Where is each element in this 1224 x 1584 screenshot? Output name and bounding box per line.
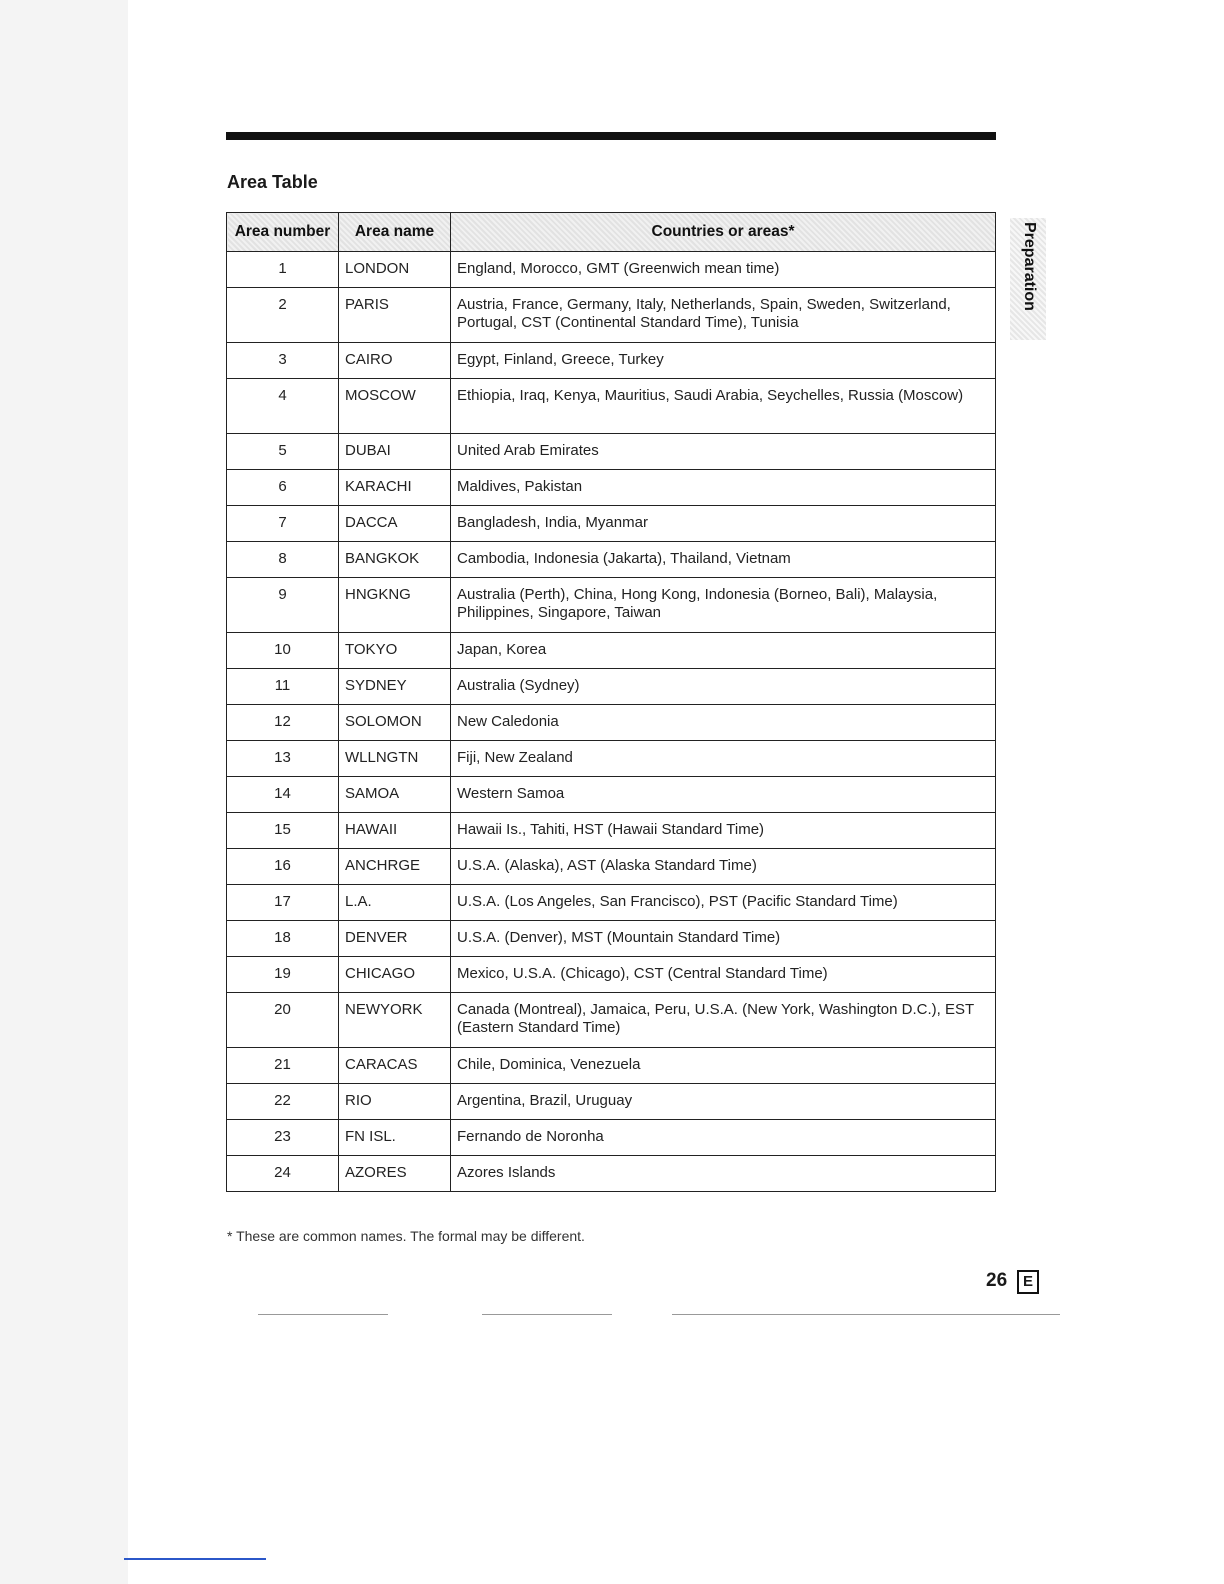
table-row <box>227 470 996 506</box>
table-row <box>227 993 996 1048</box>
area-number-cell: 3 <box>227 343 339 379</box>
table-row <box>227 669 996 705</box>
table-row <box>227 705 996 741</box>
countries-cell: Ethiopia, Iraq, Kenya, Mauritius, Saudi Arabia, Seychelles, Russia (Moscow) <box>451 379 996 434</box>
table-row <box>227 849 996 885</box>
countries-cell: Argentina, Brazil, Uruguay <box>451 1084 996 1120</box>
countries-cell: Azores Islands <box>451 1156 996 1192</box>
area-number-cell: 2 <box>227 288 339 343</box>
area-name-cell: BANGKOK <box>339 542 451 578</box>
table-row <box>227 1048 996 1084</box>
bottom-rule <box>482 1314 612 1315</box>
table-row <box>227 921 996 957</box>
area-number-cell: 14 <box>227 777 339 813</box>
area-number-cell: 7 <box>227 506 339 542</box>
bottom-rule <box>258 1314 388 1315</box>
area-number-cell: 6 <box>227 470 339 506</box>
area-number-cell: 20 <box>227 993 339 1048</box>
countries-cell: Chile, Dominica, Venezuela <box>451 1048 996 1084</box>
area-number-cell: 10 <box>227 633 339 669</box>
countries-cell: U.S.A. (Alaska), AST (Alaska Standard Time) <box>451 849 996 885</box>
table-row <box>227 957 996 993</box>
area-number-cell: 1 <box>227 252 339 288</box>
language-badge: E <box>1017 1270 1039 1294</box>
area-name-cell: RIO <box>339 1084 451 1120</box>
countries-cell: Japan, Korea <box>451 633 996 669</box>
countries-cell: Austria, France, Germany, Italy, Netherlands, Spain, Sweden, Switzerland, Portugal, CST (Continental Standard Time), Tunisia <box>451 288 996 343</box>
area-name-cell: HAWAII <box>339 813 451 849</box>
corner-rule <box>124 1558 266 1560</box>
countries-cell: Australia (Sydney) <box>451 669 996 705</box>
page-margin-shade <box>0 0 128 1584</box>
table-row <box>227 813 996 849</box>
area-name-cell: CARACAS <box>339 1048 451 1084</box>
header-countries: Countries or areas* <box>451 213 996 252</box>
countries-cell: Fiji, New Zealand <box>451 741 996 777</box>
header-area-number: Area number <box>227 213 339 252</box>
area-name-cell: DUBAI <box>339 434 451 470</box>
table-row <box>227 343 996 379</box>
area-number-cell: 17 <box>227 885 339 921</box>
countries-cell: Western Samoa <box>451 777 996 813</box>
area-name-cell: SYDNEY <box>339 669 451 705</box>
side-tab-label: Preparation <box>1021 222 1038 311</box>
area-number-cell: 16 <box>227 849 339 885</box>
table-row <box>227 1084 996 1120</box>
header-area-name: Area name <box>339 213 451 252</box>
area-name-cell: MOSCOW <box>339 379 451 434</box>
area-number-cell: 4 <box>227 379 339 434</box>
area-number-cell: 23 <box>227 1120 339 1156</box>
area-number-cell: 22 <box>227 1084 339 1120</box>
countries-cell: Hawaii Is., Tahiti, HST (Hawaii Standard Time) <box>451 813 996 849</box>
area-name-cell: LONDON <box>339 252 451 288</box>
area-number-cell: 12 <box>227 705 339 741</box>
table-header-row <box>227 213 996 252</box>
area-number-cell: 19 <box>227 957 339 993</box>
table-row <box>227 379 996 434</box>
countries-cell: United Arab Emirates <box>451 434 996 470</box>
table-row <box>227 1156 996 1192</box>
countries-cell: Australia (Perth), China, Hong Kong, Indonesia (Borneo, Bali), Malaysia, Philippines, Singapore, Taiwan <box>451 578 996 633</box>
table-row <box>227 1120 996 1156</box>
table-row <box>227 288 996 343</box>
countries-cell: U.S.A. (Denver), MST (Mountain Standard Time) <box>451 921 996 957</box>
table-row <box>227 506 996 542</box>
countries-cell: Canada (Montreal), Jamaica, Peru, U.S.A. (New York, Washington D.C.), EST (Eastern Standard Time) <box>451 993 996 1048</box>
area-name-cell: DACCA <box>339 506 451 542</box>
area-name-cell: PARIS <box>339 288 451 343</box>
area-number-cell: 9 <box>227 578 339 633</box>
table-row <box>227 252 996 288</box>
area-name-cell: WLLNGTN <box>339 741 451 777</box>
countries-cell: U.S.A. (Los Angeles, San Francisco), PST (Pacific Standard Time) <box>451 885 996 921</box>
area-number-cell: 24 <box>227 1156 339 1192</box>
area-name-cell: KARACHI <box>339 470 451 506</box>
area-name-cell: L.A. <box>339 885 451 921</box>
area-name-cell: NEWYORK <box>339 993 451 1048</box>
area-name-cell: SAMOA <box>339 777 451 813</box>
area-table <box>226 212 996 1192</box>
countries-cell: Cambodia, Indonesia (Jakarta), Thailand, Vietnam <box>451 542 996 578</box>
countries-cell: Fernando de Noronha <box>451 1120 996 1156</box>
area-number-cell: 8 <box>227 542 339 578</box>
area-number-cell: 5 <box>227 434 339 470</box>
top-rule <box>226 132 996 140</box>
bottom-rule <box>672 1314 1060 1315</box>
area-name-cell: ANCHRGE <box>339 849 451 885</box>
countries-cell: New Caledonia <box>451 705 996 741</box>
area-name-cell: CHICAGO <box>339 957 451 993</box>
area-number-cell: 21 <box>227 1048 339 1084</box>
area-name-cell: SOLOMON <box>339 705 451 741</box>
table-row <box>227 777 996 813</box>
countries-cell: England, Morocco, GMT (Greenwich mean time) <box>451 252 996 288</box>
area-name-cell: AZORES <box>339 1156 451 1192</box>
area-name-cell: TOKYO <box>339 633 451 669</box>
table-row <box>227 741 996 777</box>
countries-cell: Egypt, Finland, Greece, Turkey <box>451 343 996 379</box>
area-name-cell: DENVER <box>339 921 451 957</box>
area-number-cell: 18 <box>227 921 339 957</box>
table-row <box>227 885 996 921</box>
table-row <box>227 578 996 633</box>
area-number-cell: 11 <box>227 669 339 705</box>
table-row <box>227 542 996 578</box>
countries-cell: Maldives, Pakistan <box>451 470 996 506</box>
area-name-cell: HNGKNG <box>339 578 451 633</box>
area-number-cell: 15 <box>227 813 339 849</box>
footnote: * These are common names. The formal may be different. <box>227 1228 585 1244</box>
countries-cell: Mexico, U.S.A. (Chicago), CST (Central Standard Time) <box>451 957 996 993</box>
table-row <box>227 633 996 669</box>
area-name-cell: FN ISL. <box>339 1120 451 1156</box>
area-number-cell: 13 <box>227 741 339 777</box>
area-name-cell: CAIRO <box>339 343 451 379</box>
table-row <box>227 434 996 470</box>
countries-cell: Bangladesh, India, Myanmar <box>451 506 996 542</box>
section-title: Area Table <box>227 172 318 192</box>
page-number: 26 <box>986 1270 1008 1291</box>
